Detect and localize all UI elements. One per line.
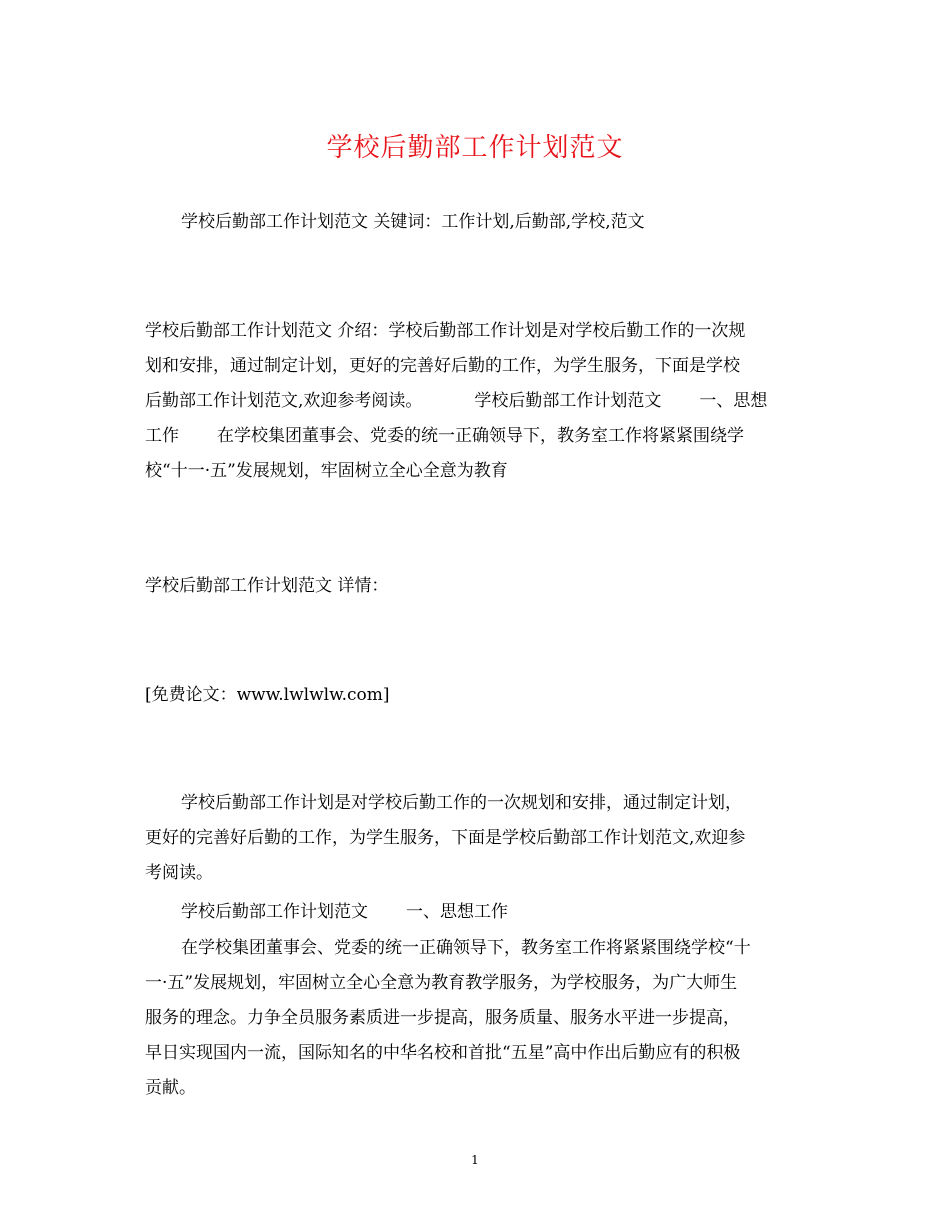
intro-line: 校“十一·五”发展规划，牢固树立全心全意为教育 <box>145 461 508 481</box>
intro-line-segment: 工作 <box>145 426 179 446</box>
body-line: 早日实现国内一流，国际知名的中华名校和首批“五星”高中作出后勤应有的积极 <box>145 1043 741 1063</box>
body-line: 服务的理念。力争全员服务素质进一步提高，服务质量、服务水平进一步提高， <box>145 1008 740 1028</box>
body-line: 贡献。 <box>145 1078 196 1098</box>
intro-line: 划和安排，通过制定计划，更好的完善好后勤的工作，为学生服务，下面是学校 <box>145 356 740 376</box>
intro-line-segment: 在学校集团董事会、党委的统一正确领导下，教务室工作将紧紧围绕学 <box>217 426 744 446</box>
body-line: 更好的完善好后勤的工作，为学生服务，下面是学校后勤部工作计划范文,欢迎参 <box>145 828 746 848</box>
document-title: 学校后勤部工作计划范文 <box>326 133 624 163</box>
body-line: 学校后勤部工作计划是对学校后勤工作的一次规划和安排，通过制定计划， <box>181 793 742 813</box>
keywords-line: 学校后勤部工作计划范文 关键词：工作计划,后勤部,学校,范文 <box>181 212 645 232</box>
body-line: 一·五”发展规划，牢固树立全心全意为教育教学服务，为学校服务，为广大师生 <box>145 973 738 993</box>
body-line: 考阅读。 <box>145 863 213 883</box>
section-heading-right: 一、思想工作 <box>406 902 508 922</box>
intro-line-segment: 一、思想 <box>699 391 768 411</box>
intro-line <box>145 384 810 419</box>
intro-line: 学校后勤部工作计划范文 介绍：学校后勤部工作计划是对学校后勤工作的一次规 <box>145 321 746 341</box>
body-paragraph-2 <box>145 931 810 1106</box>
section-heading <box>145 895 846 930</box>
intro-paragraph <box>145 314 810 489</box>
body-paragraph-1 <box>145 786 810 891</box>
intro-line <box>145 419 810 454</box>
intro-line-segment: 学校后勤部工作计划范文 <box>474 391 662 411</box>
section-heading-left: 学校后勤部工作计划范文 <box>181 902 368 922</box>
source-line: [免费论文：www.lwlwlw.com] <box>145 685 390 705</box>
details-line: 学校后勤部工作计划范文 详情： <box>145 576 389 596</box>
body-line: 在学校集团董事会、党委的统一正确领导下，教务室工作将紧紧围绕学校“十 <box>181 938 751 958</box>
intro-line-segment: 后勤部工作计划范文,欢迎参考阅读。 <box>145 391 423 411</box>
page-number: 1 <box>471 1153 479 1167</box>
